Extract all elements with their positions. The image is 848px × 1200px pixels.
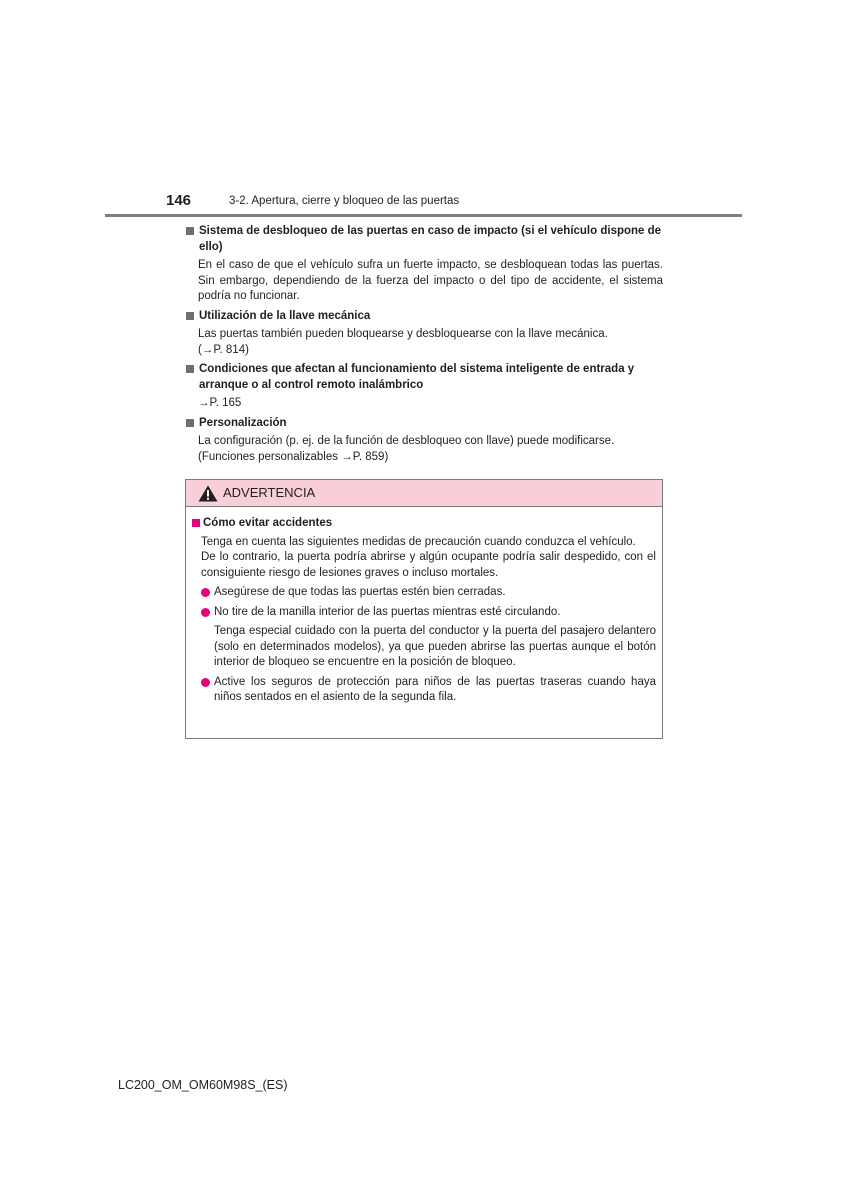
section-marker-icon bbox=[186, 312, 194, 320]
warning-box bbox=[185, 479, 663, 739]
page-reference: (→P. 814) bbox=[198, 343, 249, 356]
warning-text: Tenga en cuenta las siguientes medidas de precaución cuando conduzca el vehículo. bbox=[201, 535, 636, 548]
bullet-note: Tenga especial cuidado con la puerta del conductor y la puerta del pasajero delantero (solo en determinados modelos), ya que pueden abrirse las puertas aunque el botón interior de bloqueo se encuentre en la posición de bloqueo. bbox=[214, 625, 656, 668]
section-marker-icon bbox=[186, 227, 194, 235]
warning-subheading: Cómo evitar accidentes bbox=[203, 517, 333, 529]
list-item bbox=[201, 605, 656, 621]
main-content bbox=[185, 224, 663, 469]
bullet-text: Asegúrese de que todas las puertas estén bien cerradas. bbox=[214, 586, 506, 598]
page-reference: →P. 165 bbox=[198, 397, 242, 409]
section-marker-icon bbox=[186, 365, 194, 373]
warning-title: ADVERTENCIA bbox=[223, 485, 316, 500]
section-personalization bbox=[185, 416, 663, 466]
section-heading: Condiciones que afectan al funcionamiento del sistema inteligente de entrada y arranque o al control remoto inalámbrico bbox=[199, 363, 635, 391]
list-item bbox=[201, 585, 656, 601]
bullet-icon bbox=[201, 678, 210, 687]
chapter-title: 3-2. Apertura, cierre y bloqueo de las puertas bbox=[229, 195, 460, 207]
bullet-text: Active los seguros de protección para niños de las puertas traseras cuando haya niños sentados en el asiento de la segunda fila. bbox=[214, 675, 656, 703]
section-impact-unlock bbox=[185, 224, 663, 305]
warning-text: De lo contrario, la puerta podría abrirse y algún ocupante podría salir despedido, con el consiguiente riesgo de lesiones graves o incluso mortales. bbox=[201, 551, 656, 579]
document-code: LC200_OM_OM60M98S_(ES) bbox=[118, 1078, 288, 1092]
page-header bbox=[105, 190, 742, 217]
warning-marker-icon bbox=[192, 519, 200, 527]
section-mechanical-key bbox=[185, 309, 663, 359]
warning-header bbox=[186, 480, 662, 507]
warning-triangle-icon bbox=[198, 485, 218, 502]
section-heading: Sistema de desbloqueo de las puertas en caso de impacto (si el vehículo dispone de ello) bbox=[199, 225, 662, 253]
bullet-icon bbox=[201, 588, 210, 597]
page-number: 146 bbox=[166, 192, 192, 209]
bullet-icon bbox=[201, 608, 210, 617]
section-marker-icon bbox=[186, 419, 194, 427]
page-reference: (Funciones personalizables →P. 859) bbox=[198, 450, 389, 463]
list-item bbox=[201, 675, 656, 706]
section-text: En el caso de que el vehículo sufra un fuerte impacto, se desbloquean todas las puertas. Sin embargo, dependiendo de la fuerza del impacto o del tipo de accidente, el sistema podría no funcionar. bbox=[198, 259, 663, 302]
section-text: Las puertas también pueden bloquearse y desbloquearse con la llave mecánica. bbox=[198, 328, 608, 340]
bullet-text: No tire de la manilla interior de las puertas mientras esté circulando. bbox=[214, 605, 561, 618]
section-smart-entry-conditions bbox=[185, 362, 663, 412]
section-text: La configuración (p. ej. de la función de desbloqueo con llave) puede modificarse. bbox=[198, 435, 615, 447]
section-heading: Utilización de la llave mecánica bbox=[199, 309, 371, 322]
header-rule bbox=[105, 214, 742, 217]
section-heading: Personalización bbox=[199, 416, 287, 429]
